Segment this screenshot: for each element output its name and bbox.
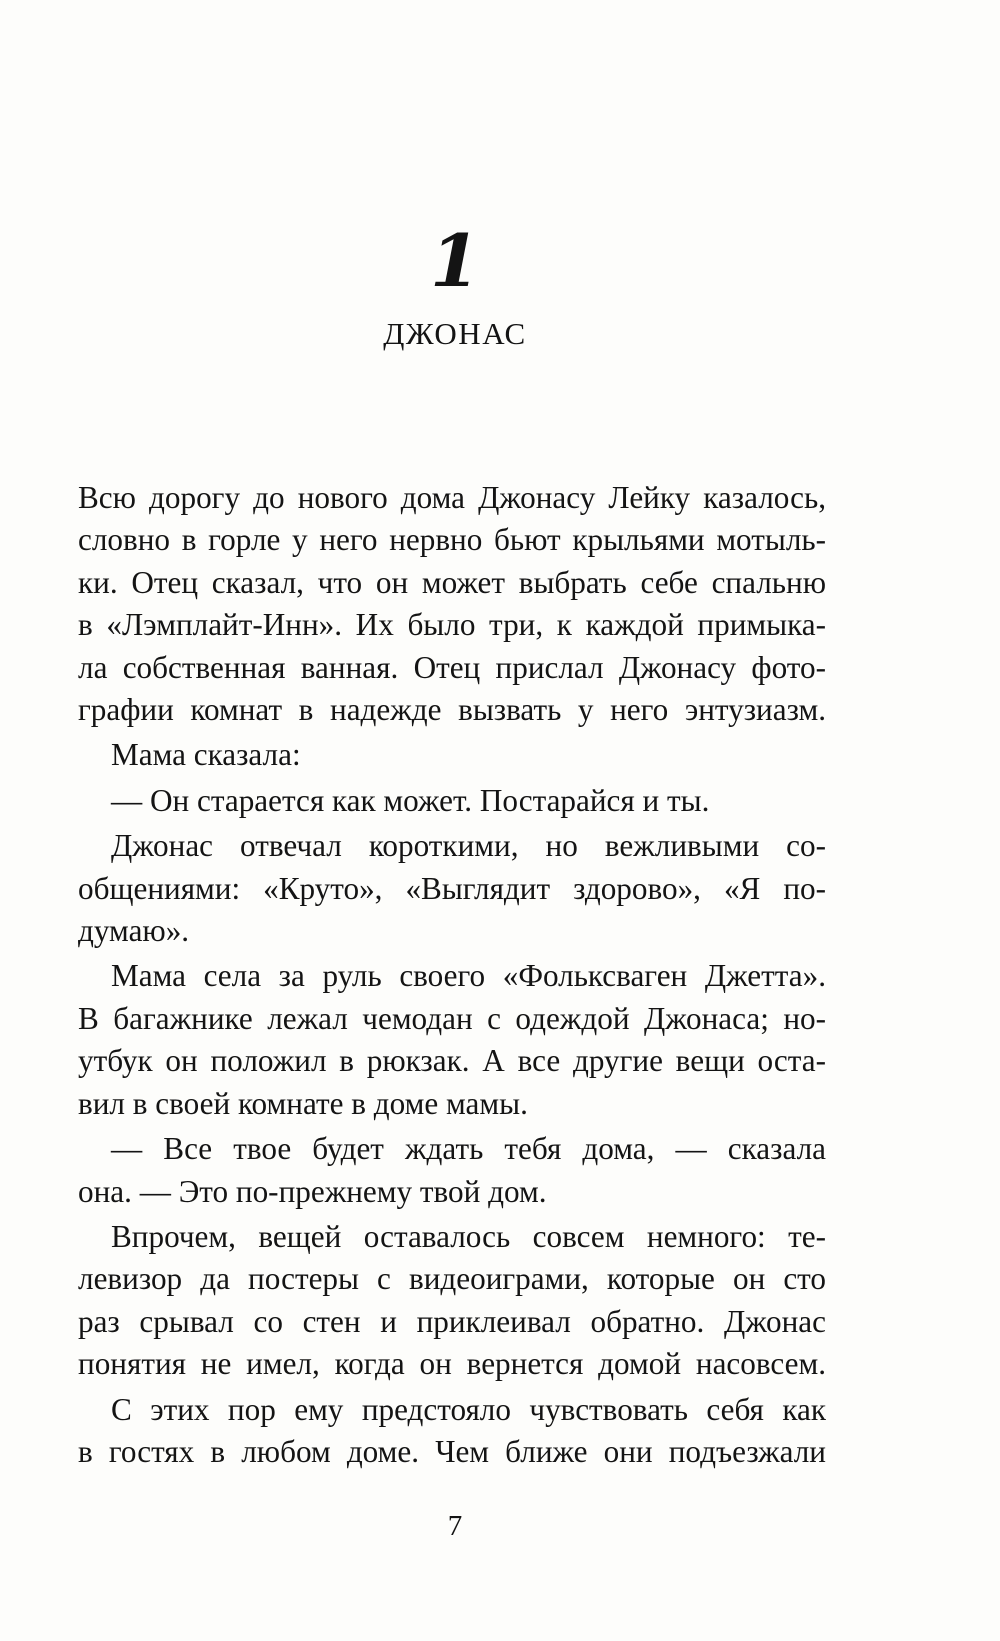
page-number: 7 <box>447 1510 463 1542</box>
chapter-title: ДЖОНАС <box>383 316 527 351</box>
chapter-number: 1 <box>429 218 481 303</box>
text-line: раз срывал со стен и приклеивал обратно. Джонас <box>78 1303 826 1339</box>
text-line: В багажнике лежал чемодан с одеждой Джонаса; но- <box>78 1000 826 1036</box>
text-line: С этих пор ему предстояло чувствовать себя как <box>111 1391 826 1427</box>
text-line: понятия не имел, когда он вернется домой насовсем. <box>78 1346 826 1382</box>
text-line: в гостях в любом доме. Чем ближе они подъезжали <box>78 1433 826 1469</box>
text-line: ки. Отец сказал, что он может выбрать себе спальню <box>78 564 826 600</box>
text-line: общениями: «Круто», «Выглядит здорово», «Я по- <box>78 870 826 906</box>
text-line: Мама сказала: <box>111 737 301 773</box>
text-line: Впрочем, вещей оставалось совсем немного: те- <box>111 1218 826 1254</box>
text-line: — Он старается как может. Постарайся и ты. <box>111 782 710 818</box>
body-text <box>78 477 826 1473</box>
text-line: в «Лэмплайт-Инн». Их было три, к каждой примыка- <box>78 607 826 643</box>
text-line: думаю». <box>78 913 190 949</box>
text-line: Мама села за руль своего «Фольксваген Джетта». <box>111 958 826 994</box>
text-line: утбук он положил в рюкзак. А все другие вещи оста- <box>78 1043 826 1079</box>
text-line: вил в своей комнате в доме мамы. <box>78 1085 528 1121</box>
text-line: словно в горле у него нервно бьют крыльями мотыль- <box>78 522 826 558</box>
text-line: она. — Это по-прежнему твой дом. <box>78 1173 547 1209</box>
text-line: Всю дорогу до нового дома Джонасу Лейку казалось, <box>78 480 826 515</box>
text-line: — Все твое будет ждать тебя дома, — сказала <box>111 1131 826 1167</box>
text-line: Джонас отвечал короткими, но вежливыми со- <box>111 828 826 864</box>
text-line: графии комнат в надежде вызвать у него энтузиазм. <box>78 692 826 728</box>
text-line: левизор да постеры с видеоиграми, которые он сто <box>78 1261 826 1297</box>
text-line: ла собственная ванная. Отец прислал Джонасу фото- <box>78 649 826 685</box>
